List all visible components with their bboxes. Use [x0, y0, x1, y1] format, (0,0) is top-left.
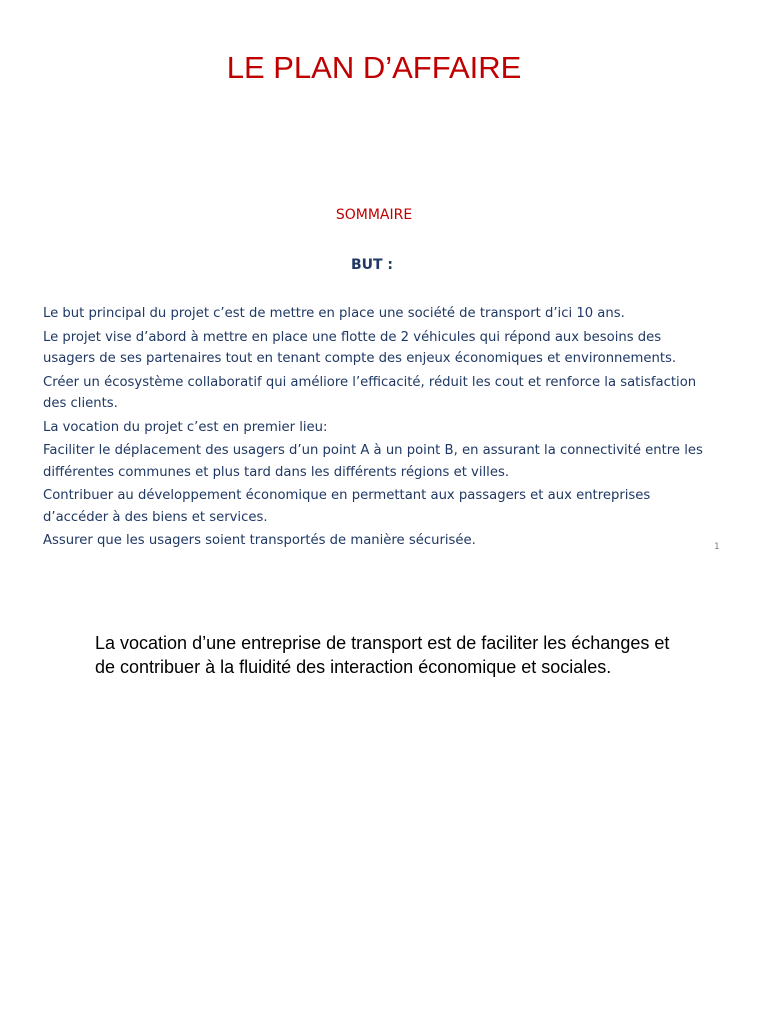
subheading-but: BUT : [350, 257, 394, 273]
paragraph: Le but principal du projet c’est de mettre en place une société de transport d’ici 10 ans. [43, 306, 625, 321]
body-paragraphs [43, 303, 713, 554]
paragraph: Le projet vise d’abord à mettre en place une flotte de 2 véhicules qui répond aux besoins des usagers de ses partenaires tout en tenant compte des enjeux économiques et environnements. [43, 329, 677, 366]
vocation-text: La vocation d’une entreprise de transport est de faciliter les échanges et de contribuer à la fluidité des interaction économique et sociales. [95, 633, 670, 677]
paragraph: La vocation du projet c’est en premier lieu: [43, 419, 328, 435]
section-heading-sommaire: SOMMAIRE [335, 207, 413, 223]
paragraph: Assurer que les usagers soient transportés de manière sécurisée. [43, 533, 476, 548]
page-title: LE PLAN D’AFFAIRE [226, 50, 522, 85]
page-number: 1 [714, 542, 720, 552]
paragraph: Créer un écosystème collaboratif qui améliore l’efficacité, réduit les cout et renforce la satisfaction des clients. [43, 374, 697, 411]
paragraph: Contribuer au développement économique en permettant aux passagers et aux entreprises d’accéder à des biens et services. [43, 488, 651, 525]
paragraph: Faciliter le déplacement des usagers d’un point A à un point B, en assurant la connectivité entre les différentes communes et plus tard dans les différents régions et villes. [43, 443, 703, 480]
